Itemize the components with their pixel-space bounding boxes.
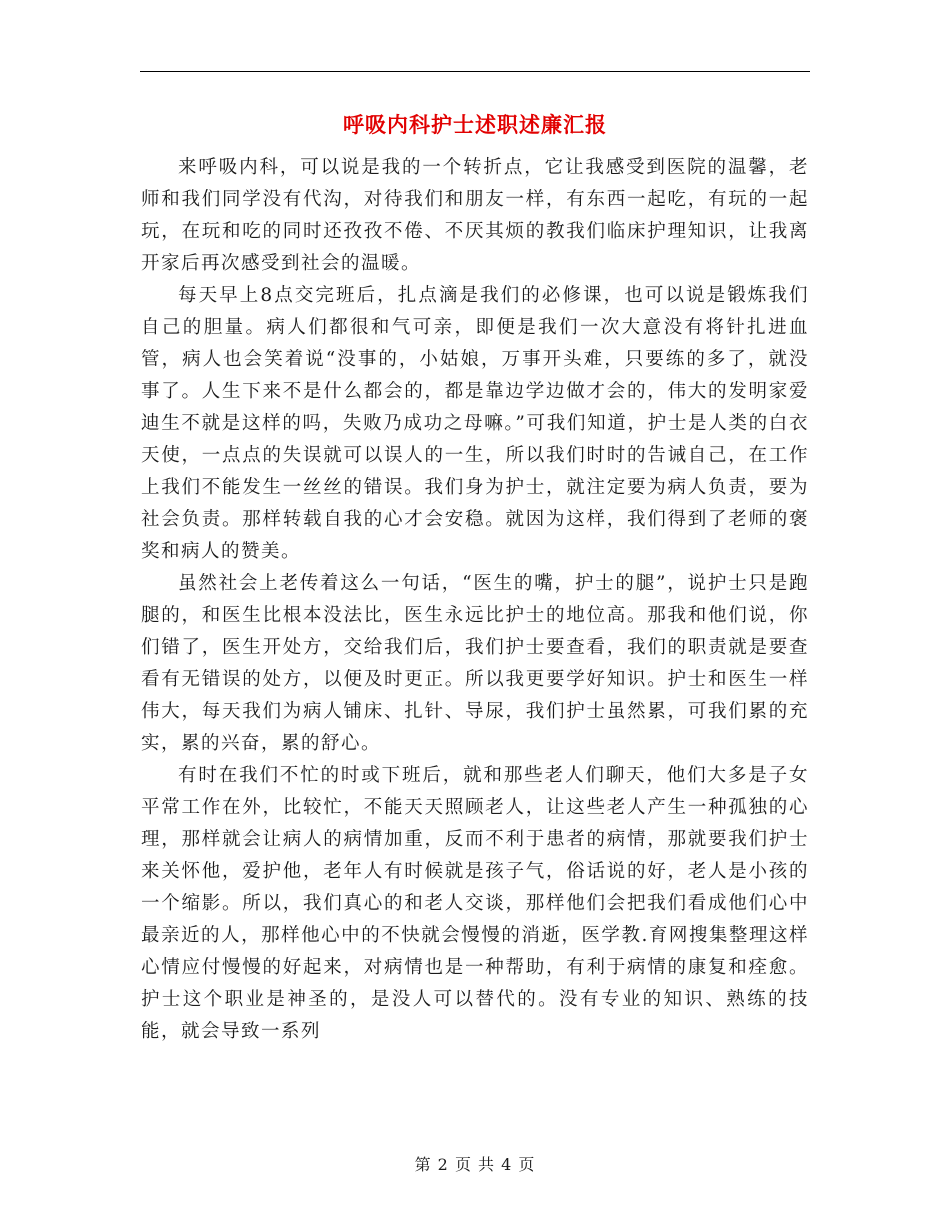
paragraph-2: 每天早上8点交完班后，扎点滴是我们的必修课，也可以说是锻炼我们自己的胆量。病人们都很和气可亲，即便是我们一次大意没有将针扎进血管，病人也会笑着说“没事的，小姑娘，万事开头难，只要练的多了，就没事了。人生下来不是什么都会的，都是靠边学边做才会的，伟大的发明家爱迪生不就是这样的吗，失败乃成功之母嘛。”可我们知道，护士是人类的白衣天使，一点点的失误就可以误人的一生，所以我们时时的告诫自己，在工作上我们不能发生一丝丝的错误。我们身为护士，就注定要为病人负责，要为社会负责。那样转载自我的心才会安稳。就因为这样，我们得到了老师的褒奖和病人的赞美。: [141, 285, 809, 562]
document-title: 呼吸内科护士述职述廉汇报: [343, 112, 607, 137]
page-footer: 第 2 页 共 4 页: [414, 1155, 536, 1174]
header-rule: [140, 71, 810, 72]
paragraph-1: 来呼吸内科，可以说是我的一个转折点，它让我感受到医院的温馨，老师和我们同学没有代沟，对待我们和朋友一样，有东西一起吃，有玩的一起玩，在玩和吃的同时还孜孜不倦、不厌其烦的教我们临床护理知识，让我离开家后再次感受到社会的温暖。: [141, 157, 809, 274]
paragraph-3: 虽然社会上老传着这么一句话，“医生的嘴，护士的腿”，说护士只是跑腿的，和医生比根本没法比，医生永远比护士的地位高。那我和他们说，你们错了，医生开处方，交给我们后，我们护士要查看，我们的职责就是要查看有无错误的处方，以便及时更正。所以我更要学好知识。护士和医生一样伟大，每天我们为病人铺床、扎针、导尿，我们护士虽然累，可我们累的充实，累的兴奋，累的舒心。: [141, 573, 809, 754]
document-body: [141, 152, 809, 1048]
paragraph-4: 有时在我们不忙的时或下班后，就和那些老人们聊天，他们大多是子女平常工作在外，比较忙，不能天天照顾老人，让这些老人产生一种孤独的心理，那样就会让病人的病情加重，反而不利于患者的病情，那就要我们护士来关怀他，爱护他，老年人有时候就是孩子气，俗话说的好，老人是小孩的一个缩影。所以，我们真心的和老人交谈，那样他们会把我们看成他们心中最亲近的人，那样他心中的不快就会慢慢的消逝，医学教.育网搜集整理这样心情应付慢慢的好起来，对病情也是一种帮助，有利于病情的康复和痊愈。护士这个职业是神圣的，是没人可以替代的。没有专业的知识、熟练的技能，就会导致一系列: [141, 765, 809, 1042]
